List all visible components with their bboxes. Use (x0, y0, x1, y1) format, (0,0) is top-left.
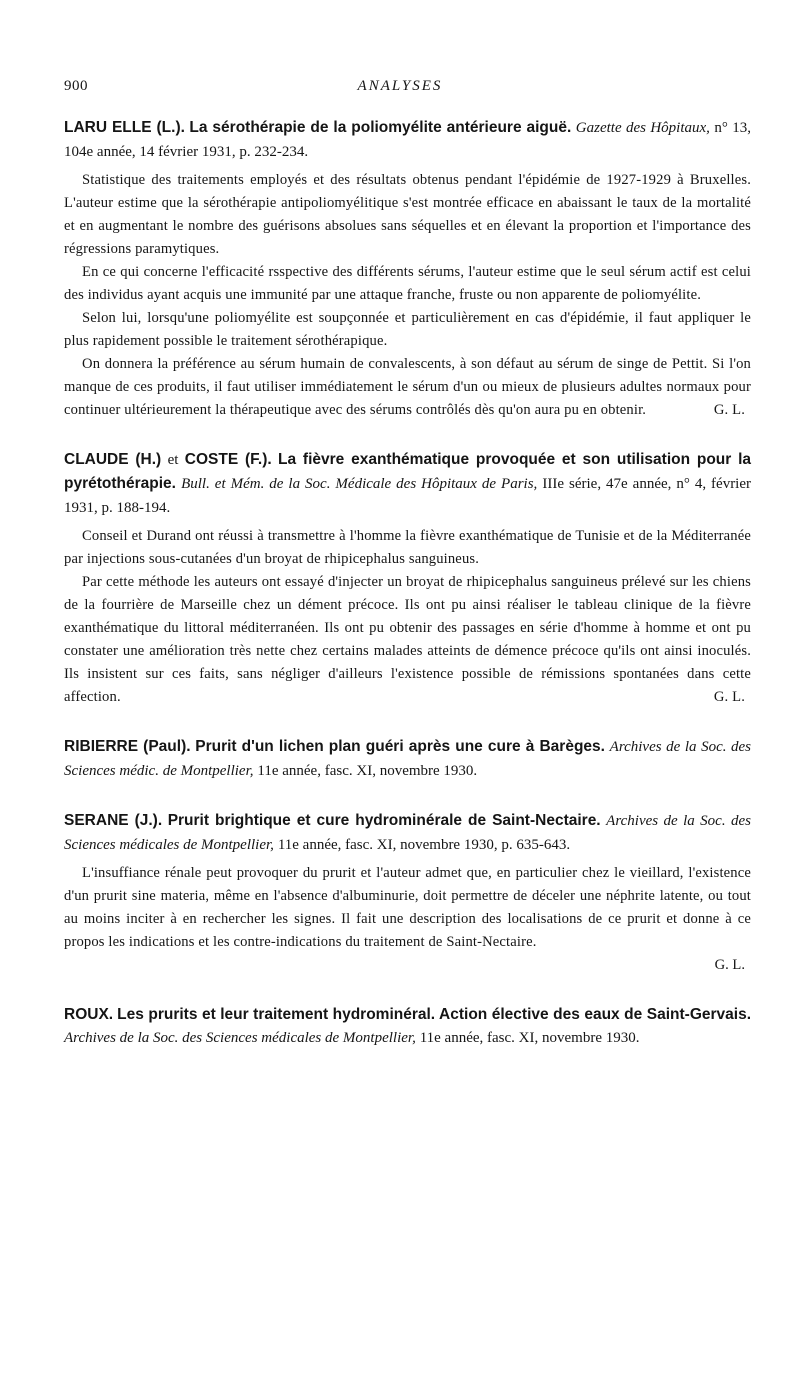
entry-title: La fièvre exanthématique provoquée et son utilisation pour la pyrétothérapie. (64, 451, 752, 492)
page-content (64, 116, 751, 1076)
entry-title: Prurit brightique et cure hydrominérale de Saint-Nectaire. (167, 812, 601, 829)
abstract-entry (64, 448, 751, 709)
entry-heading (64, 809, 751, 857)
entry-paragraph-text: On donnera la préférence au sérum humain de convalescents, à son défaut au sérum de singe de Pettit. Si l'on manque de ces produits, il faut utiliser immédiatement le sérum d'un ou mieux de plusieurs adultes normaux pour continuer ultérieurement la thérapeutique avec des sérums contrôlés dès qu'on aura pu en obtenir. (64, 356, 751, 418)
entry-author: ROUX. (64, 1006, 114, 1023)
entry-signature: G. L. (713, 689, 745, 705)
entry-author: RIBIERRE (Paul). (64, 738, 191, 755)
abstract-entry (64, 116, 751, 422)
entry-paragraph: Statistique des traitements employés et des résultats obtenus pendant l'épidémie de 1927-1929 à Bruxelles. L'auteur estime que la sérothérapie antipoliomyélitique s'est montrée efficace en abaissant le taux de la mortalité et en augmentant le nombre des guérisons absolues sans séquelles et en élevant la proportion et l'importance des régressions paramytiques. (64, 172, 751, 257)
entry-heading (64, 735, 751, 783)
entry-paragraph (64, 571, 751, 709)
abstract-entry (64, 1003, 751, 1050)
entry-paragraph-text: Par cette méthode les auteurs ont essayé d'injecter un broyat de rhipicephalus sanguineus prélevé sur les chiens de la fourrière de Marseille chez un dément précoce. Ils ont pu ainsi réaliser le tableau clinique de la fièvre exanthématique du littoral méditerranéen. Ils ont pu obtenir des passages en série d'homme à homme et ont pu constater une amélioration très nette chez certains malades atteints de démence précoce qu'ils ont ainsi inoculés. Ils insistent sur ces faits, sans négliger d'ailleurs l'existence possible de rémissions spontanées dans cette affection. (64, 574, 751, 705)
entry-heading (64, 1003, 751, 1050)
abstract-entry (64, 809, 751, 977)
entry-paragraph (64, 353, 751, 422)
entry-source: Gazette des Hôpitaux, (575, 120, 710, 136)
entry-paragraph: Selon lui, lorsqu'une poliomyélite est soupçonnée et particulièrement en cas d'épidémie, il faut appliquer le plus rapidement possible le traitement sérothérapique. (64, 310, 751, 349)
abstract-entry (64, 735, 751, 783)
entry-source: Bull. et Mém. de la Soc. Médicale des Hôpitaux de Paris, (181, 476, 538, 492)
running-head (64, 78, 736, 102)
entry-heading (64, 448, 751, 520)
entry-paragraph: Conseil et Durand ont réussi à transmettre à l'homme la fièvre exanthématique de Tunisie et de la Méditerranée par injections sous-cutanées d'un broyat de rhipicephalus sanguineus. (64, 528, 751, 567)
entry-author: LARU ELLE (L.). (64, 119, 185, 136)
entry-title: Prurit d'un lichen plan guéri après une cure à Barèges. (195, 738, 605, 755)
entry-details: IIIe série, 47e année, n° 4, février 1931, p. 188-194. (64, 476, 752, 516)
entry-signature: G. L. (713, 402, 745, 418)
entry-author: SERANE (J.). (64, 812, 163, 829)
entry-title: La sérothérapie de la poliomyélite antérieure aiguë. (189, 119, 572, 136)
entry-details: 11e année, fasc. XI, novembre 1930, p. 635-643. (277, 837, 571, 853)
entry-details: 11e année, fasc. XI, novembre 1930. (419, 1030, 640, 1046)
entry-source: Archives de la Soc. des Sciences médicales de Montpellier, (64, 1030, 416, 1046)
entry-conjunction: et (167, 452, 179, 468)
entry-paragraph: En ce qui concerne l'efficacité rsspective des différents sérums, l'auteur estime que le seul sérum actif est celui des individus ayant acquis une immunité par une attaque franche, fruste ou non apparente de poliomyélite. (64, 264, 751, 303)
entry-author-2: COSTE (F.). (184, 451, 272, 468)
entry-title: Les prurits et leur traitement hydrominéral. Action élective des eaux de Saint-Gervais. (117, 1006, 751, 1023)
entry-paragraph: L'insuffiance rénale peut provoquer du prurit et l'auteur admet que, en particulier chez le vieillard, l'existence d'un prurit sine materia, même en l'absence d'albuminurie, doit permettre de déceler une néphrite latente, ou tout au moins inciter à en rechercher les signes. Il fait une description des localisations de ce prurit et donne à ce propos les indications et les contre-indications du traitement de Saint-Nectaire. (64, 865, 751, 950)
entry-details: n° 13, 104e année, 14 février 1931, p. 232-234. (64, 120, 752, 160)
entry-author: CLAUDE (H.) (64, 451, 162, 468)
entry-signature: G. L. (714, 957, 745, 973)
section-title: ANALYSES (357, 78, 443, 94)
entry-heading (64, 116, 751, 164)
entry-details: 11e année, fasc. XI, novembre 1930. (257, 763, 478, 779)
entry-source: Archives de la Soc. des Sciences médic. de Montpellier, (64, 739, 752, 779)
page-number: 900 (64, 78, 88, 94)
entry-source: Archives de la Soc. des Sciences médicales de Montpellier, (64, 813, 752, 853)
